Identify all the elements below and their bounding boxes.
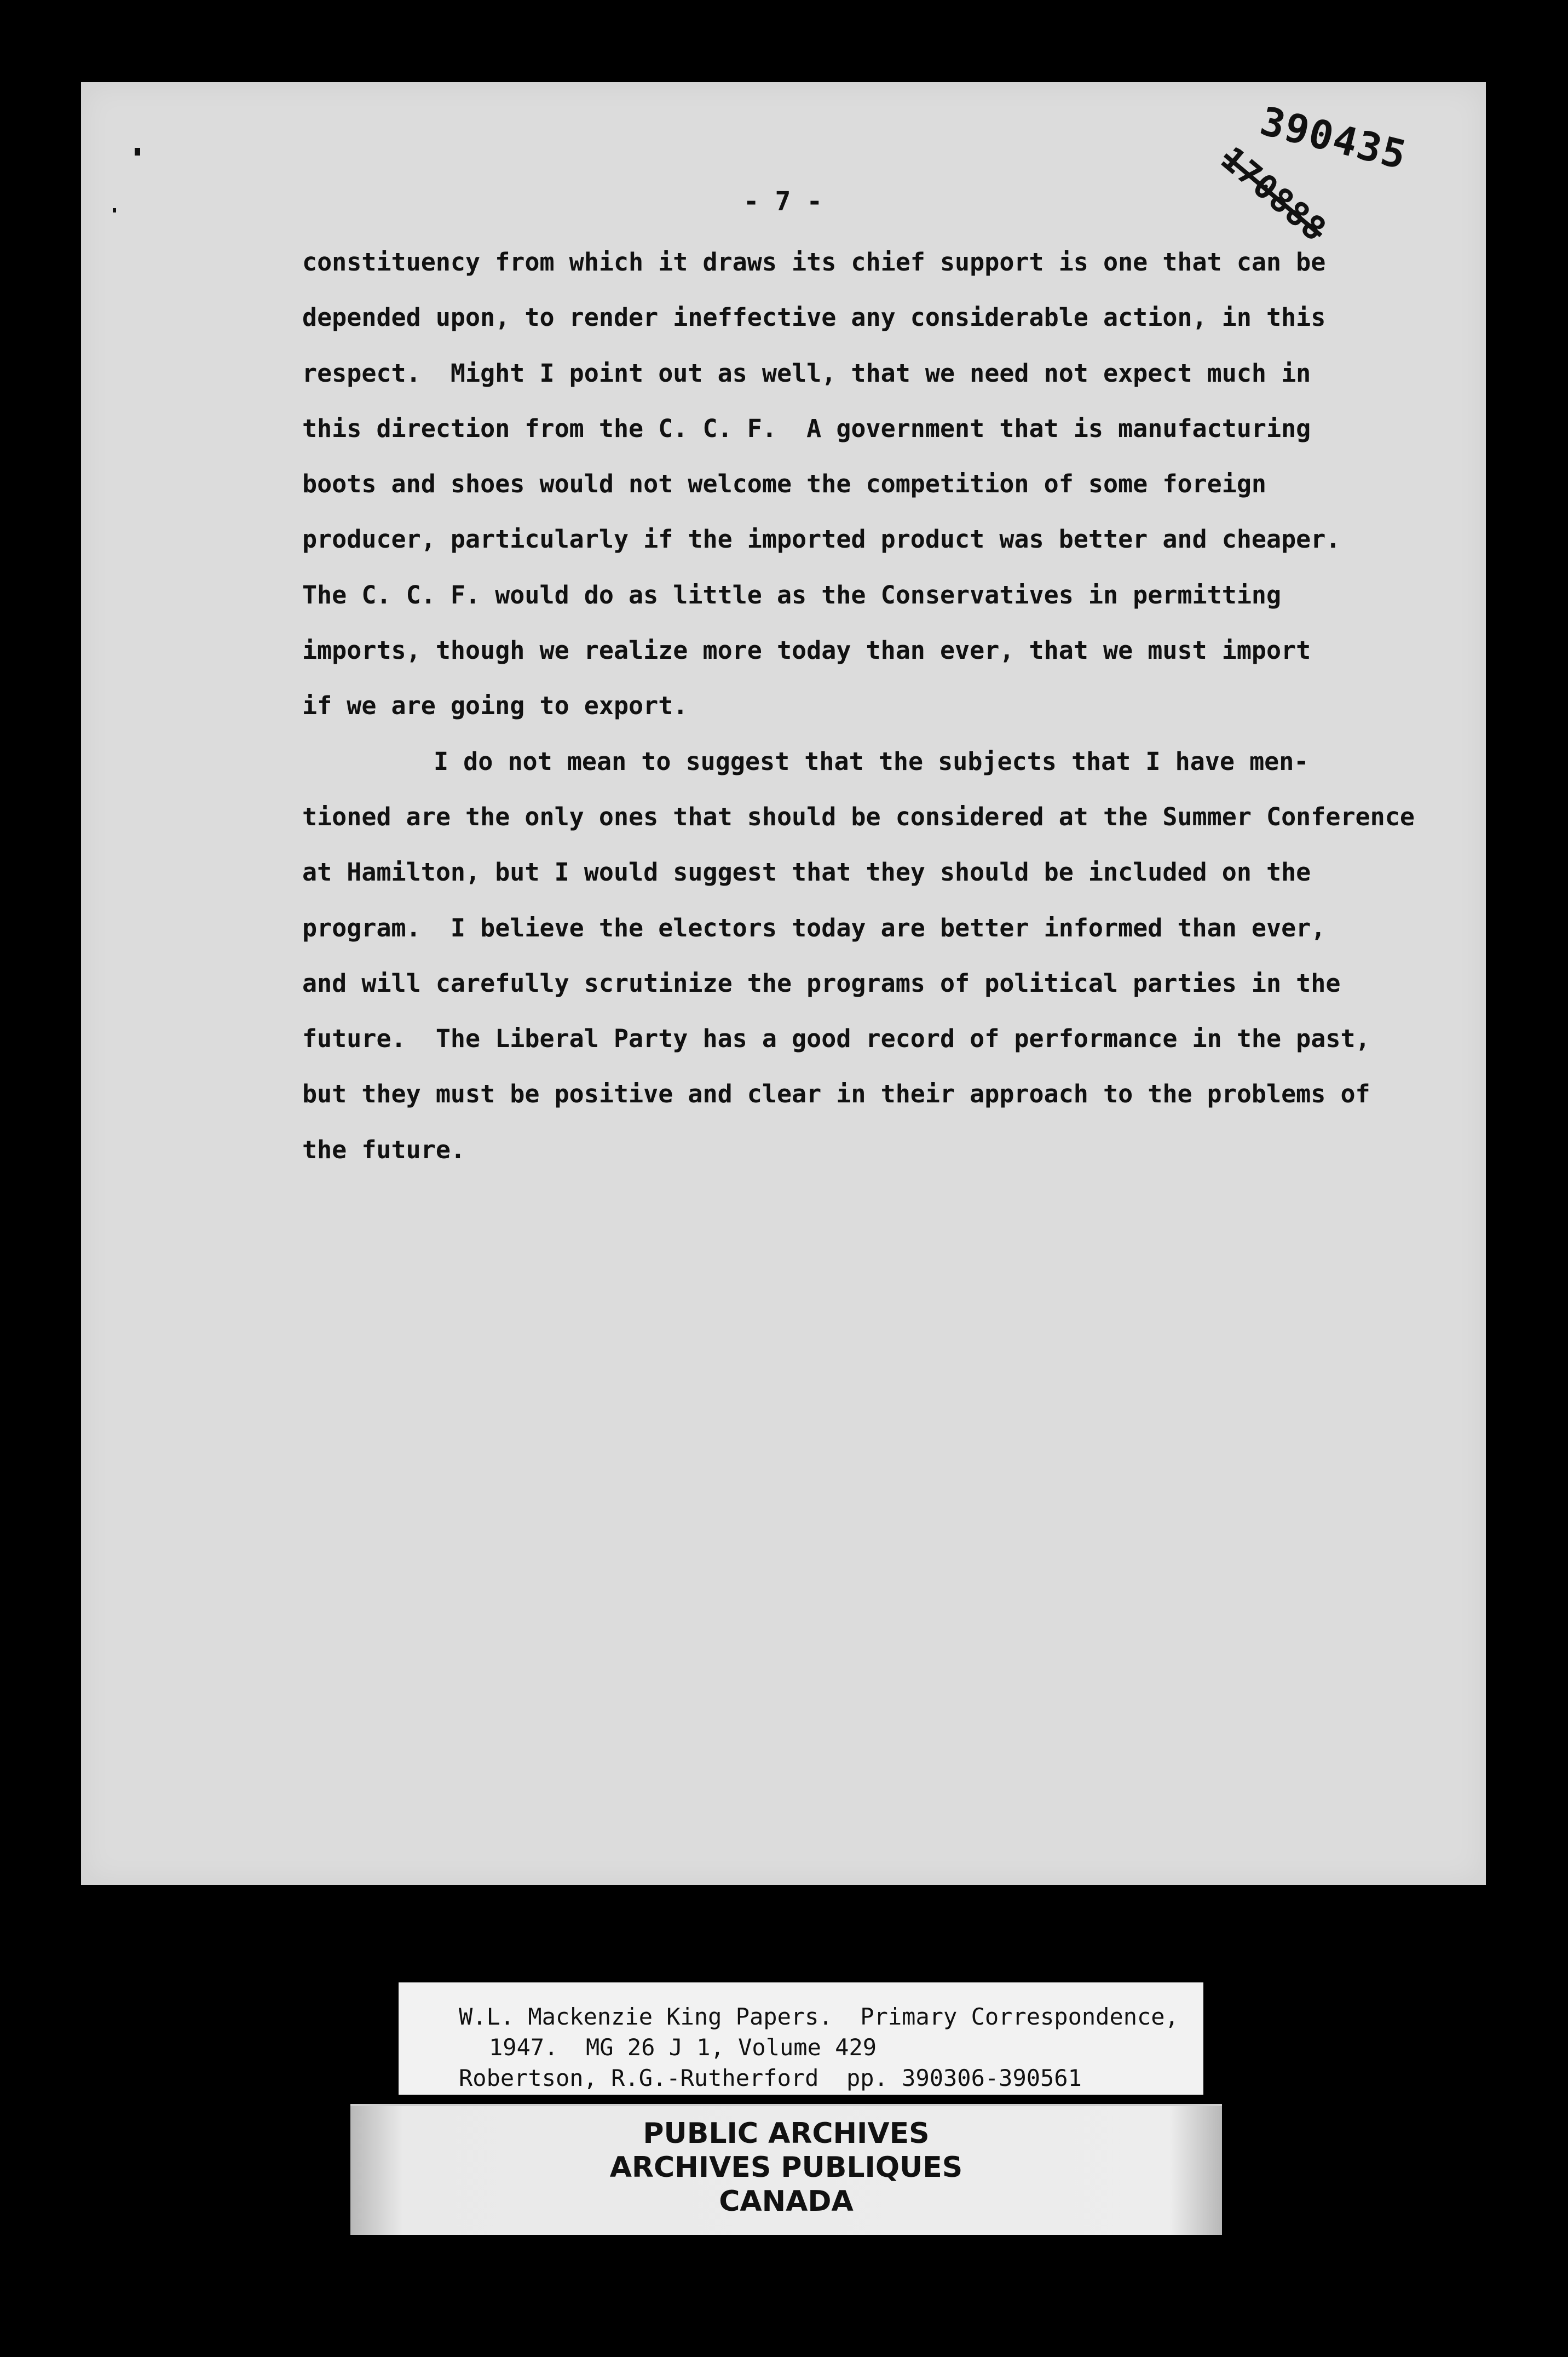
text-line: respect. Might I point out as well, that we need not expect much in <box>302 358 1311 388</box>
banner-line: ARCHIVES PUBLIQUES <box>609 2151 963 2184</box>
text-line: at Hamilton, but I would suggest that they should be included on the <box>302 858 1311 887</box>
text-line: constituency from which it draws its chief support is one that can be <box>302 248 1326 277</box>
page-number: - 7 - <box>743 186 823 217</box>
archive-label-line: W.L. Mackenzie King Papers. Primary Correspondence, <box>459 2003 1179 2030</box>
text-line: if we are going to export. <box>302 691 688 721</box>
text-line: The C. C. F. would do as little as the Conservatives in permitting <box>302 580 1282 610</box>
text-line: depended upon, to render ineffective any considerable action, in this <box>302 303 1326 332</box>
text-line: future. The Liberal Party has a good record of performance in the past, <box>302 1024 1370 1054</box>
struck-number-stamp: 170888 <box>1213 139 1334 250</box>
text-line: and will carefully scrutinize the programs of political parties in the <box>302 968 1341 998</box>
text-line: this direction from the C. C. F. A government that is manufacturing <box>302 413 1311 443</box>
text-line: imports, though we realize more today than ever, that we must import <box>302 636 1311 665</box>
banner-line: CANADA <box>719 2185 854 2218</box>
text-line: tioned are the only ones that should be considered at the Summer Conference <box>302 802 1415 831</box>
text-line: producer, particularly if the imported product was better and cheaper. <box>302 525 1341 554</box>
text-line: I do not mean to suggest that the subjects that I have men- <box>434 746 1309 776</box>
public-archives-banner <box>350 2104 1222 2235</box>
banner-line: PUBLIC ARCHIVES <box>643 2117 930 2150</box>
margin-mark <box>113 208 116 212</box>
text-line: but they must be positive and clear in their approach to the problems of <box>302 1079 1370 1109</box>
archive-label-line: 1947. MG 26 J 1, Volume 429 <box>489 2034 877 2061</box>
margin-mark <box>135 148 140 156</box>
letter-body <box>302 234 1430 1177</box>
archive-reference-label <box>399 1982 1203 2095</box>
archive-label-line: Robertson, R.G.-Rutherford pp. 390306-390561 <box>459 2065 1082 2091</box>
archive-number-stamp: 390435 <box>1255 97 1412 179</box>
text-line: the future. <box>302 1135 466 1164</box>
text-line: boots and shoes would not welcome the competition of some foreign <box>302 469 1266 499</box>
text-line: program. I believe the electors today are better informed than ever, <box>302 913 1326 942</box>
